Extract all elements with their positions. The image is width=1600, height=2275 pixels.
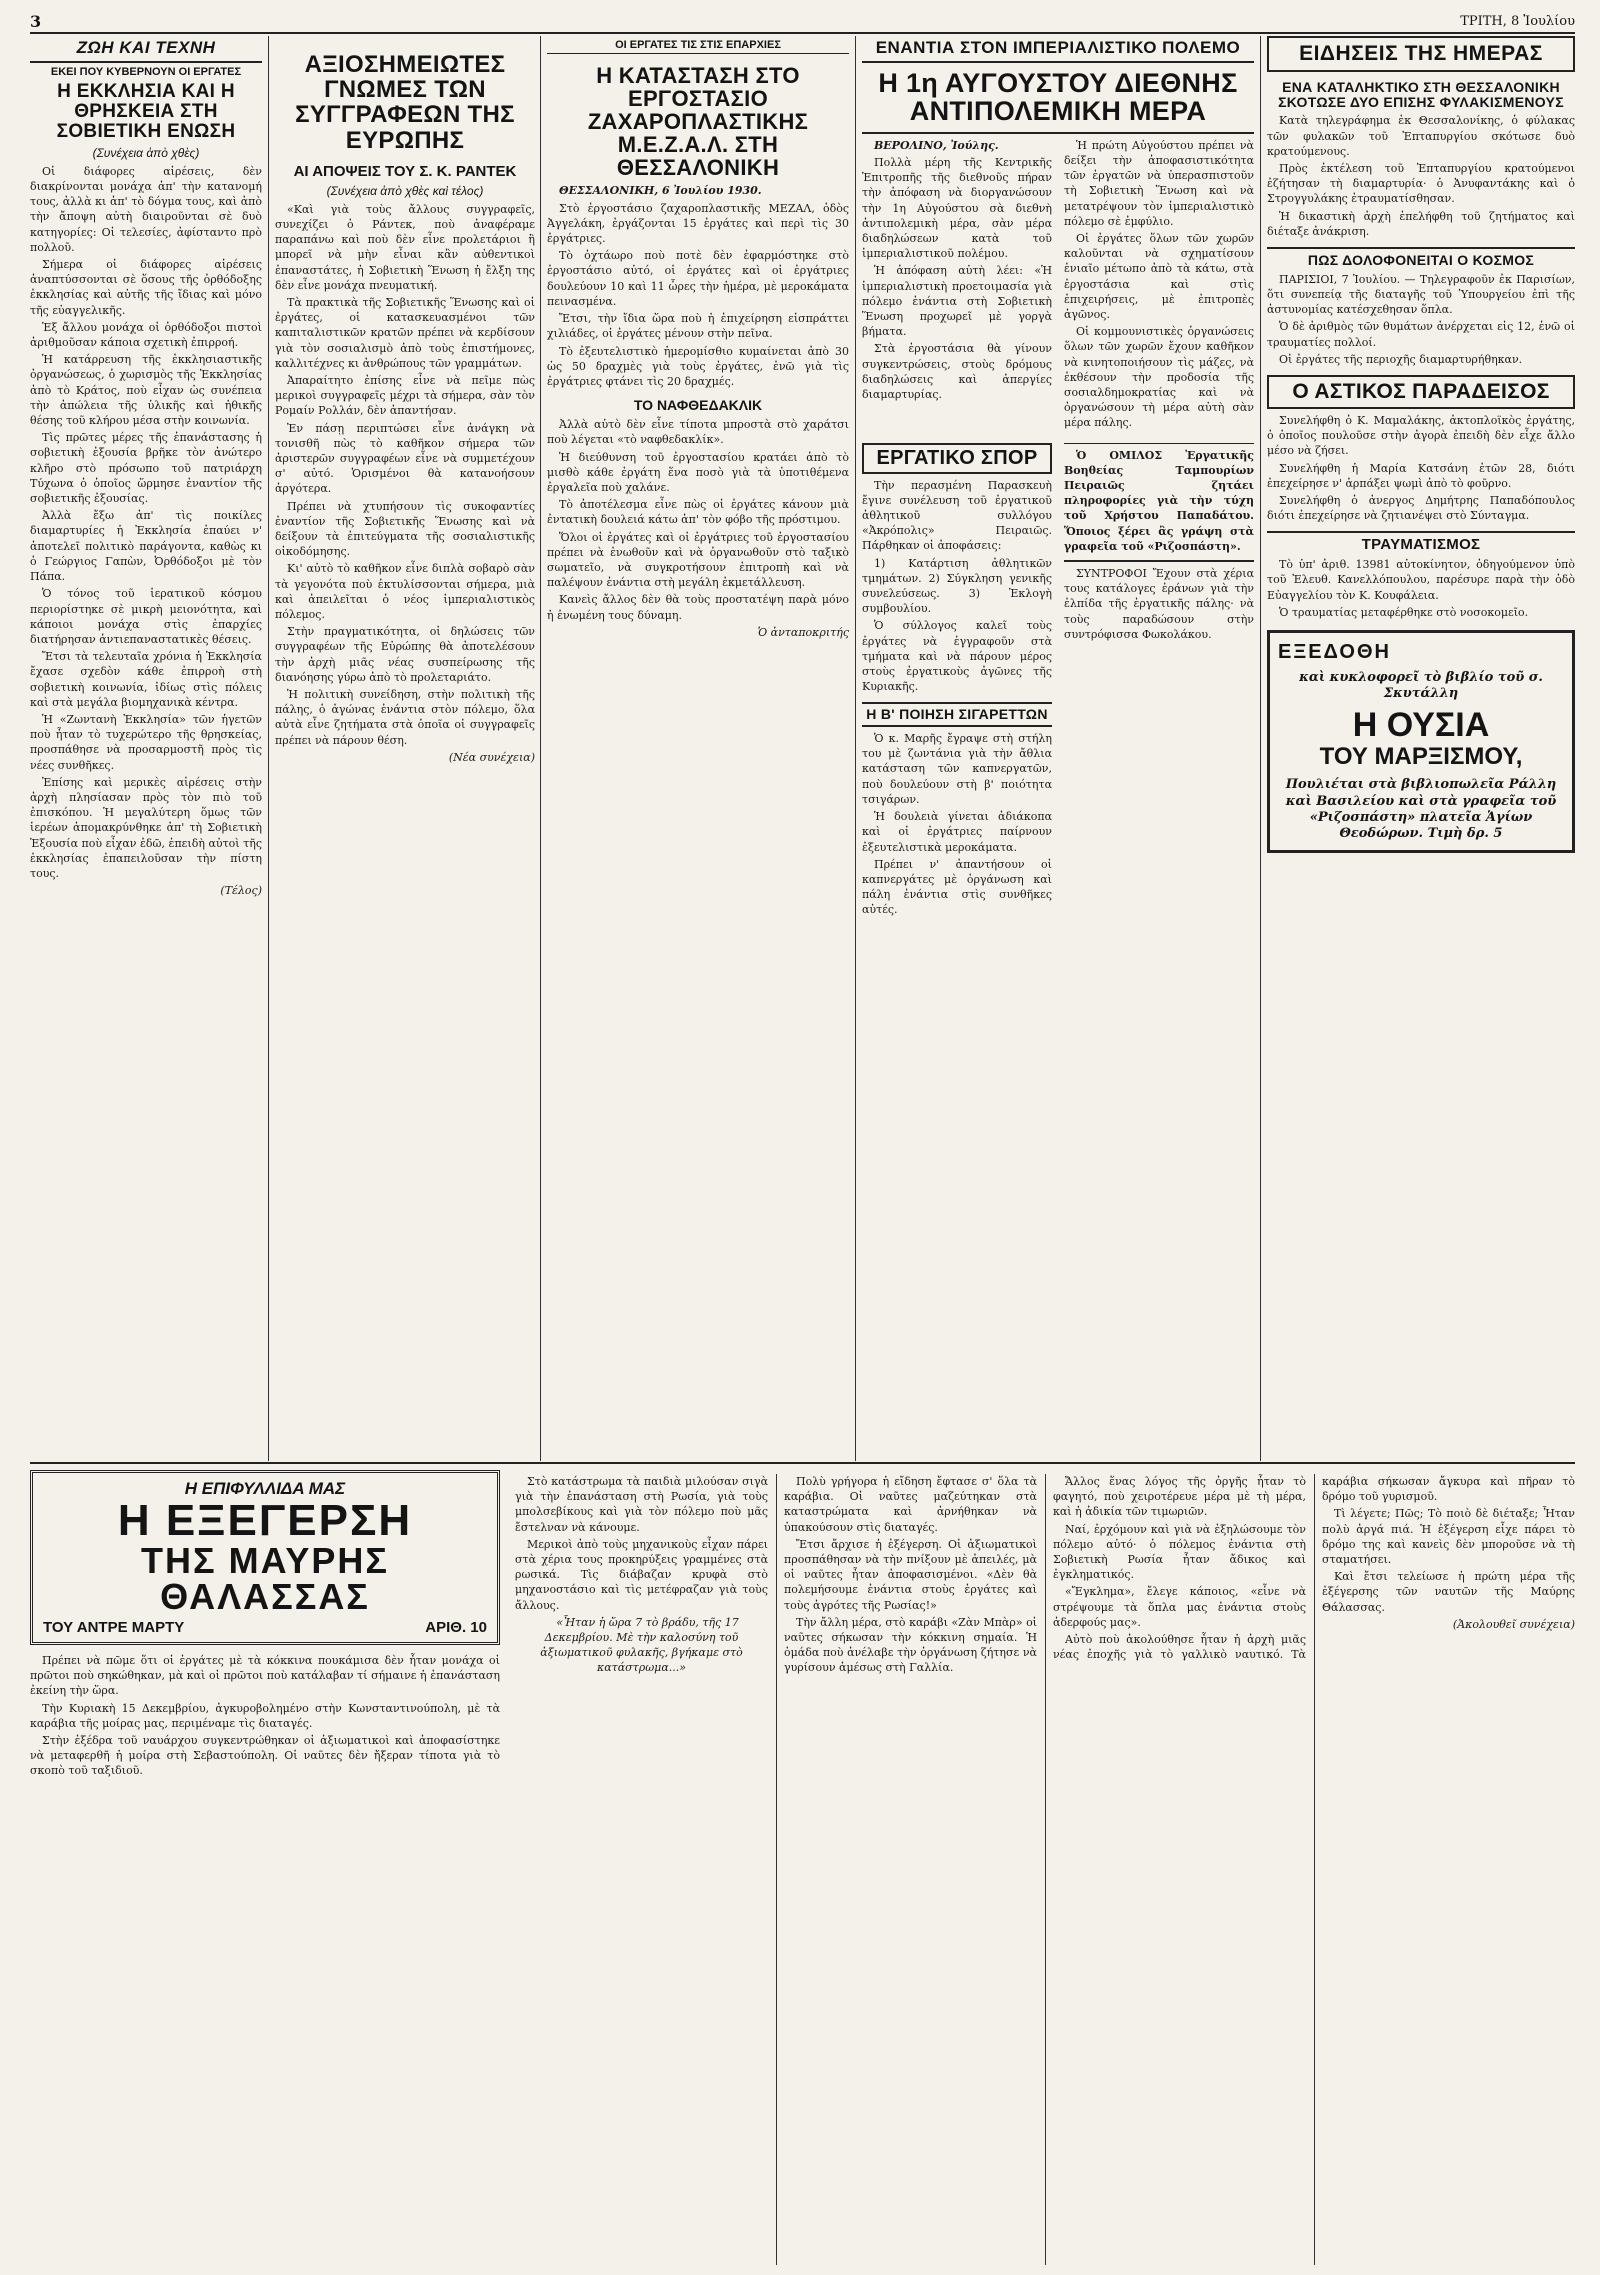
paragraph: Στὴν πραγματικότητα, οἱ δηλώσεις τῶν συγγραφέων τῆς Εὐρώπης θὰ ἀποτελέσουν τὴν ἀρχὴ μιᾶς νέας συσπείρωσης τῆς διανόησης γύρω ἀπὸ τὸ προλεταριάτο. xyxy=(275,625,535,684)
paragraph: Ἔτσι ἄρχισε ἡ ἐξέγερση. Οἱ ἀξιωματικοὶ προσπάθησαν νὰ τὴν πνίξουν μὲ ἀπειλές, μὰ οἱ ναῦτες ἦταν ἀποφασισμένοι. «Δὲν θὰ πολεμήσουμε ἐνάντια στοὺς ἐργάτες καὶ τοὺς ἀγρότες τῆς Ρωσίας!» xyxy=(784,1537,1037,1612)
paragraph: Ἡ διεύθυνση τοῦ ἐργοστασίου κρατάει ἀπὸ τὸ μισθὸ κάθε ἐργάτη ἕνα ποσὸ γιὰ τὰ ὑποτιθέμενα ἐργαλεῖα ποὺ χαλάνε. xyxy=(547,450,849,494)
paragraph: 1) Κατάρτιση ἀθλητικῶν τμημάτων. 2) Σύγκληση γενικῆς συνελεύσεως. 3) Ἐκλογὴ συμβουλίου. xyxy=(862,556,1052,616)
section-title: ΕΙΔΗΣΕΙΣ ΤΗΣ ΗΜΕΡΑΣ xyxy=(1267,36,1575,72)
column-rule xyxy=(540,36,541,1461)
news-headline: ΤΡΑΥΜΑΤΙΣΜΟΣ xyxy=(1267,531,1575,553)
feuilleton-body-start xyxy=(30,1653,500,1779)
paragraph: Τὴν ἄλλη μέρα, στὸ καράβι «Ζὰν Μπὰρ» οἱ ναῦτες σήκωσαν τὴν κόκκινη σημαία. Ἡ ὁμάδα ποὺ ἀνέλαβε τὴν ὀργάνωση ζήτησε νὰ γυρίσουν ἀμέσως στὴ Γαλλία. xyxy=(784,1615,1037,1675)
section-title: ΕΝΑΝΤΙΑ ΣΤΟΝ ΙΜΠΕΡΙΑΛΙΣΤΙΚΟ ΠΟΛΕΜΟ xyxy=(862,36,1254,63)
news-headline: ΕΝΑ ΚΑΤΑΛΗΚΤΙΚΟ ΣΤΗ ΘΕΣΣΑΛΟΝΙΚΗ ΣΚΟΤΩΣΕ ΔΥΟ ΕΠΙΣΗΣ ΦΥΛΑΚΙΣΜΕΝΟΥΣ xyxy=(1278,79,1564,110)
paragraph: Ναί, ἐρχόμουν καὶ γιὰ νὰ ἐξηλώσουμε τὸν πόλεμο αὐτό· ὁ πόλεμος ἐνάντια στὴ Σοβιετικὴ Ρωσία ἦταν ἄδικος καὶ ἐγκληματικός. xyxy=(1053,1522,1306,1582)
paragraph: Οἱ κομμουνιστικὲς ὀργανώσεις ὅλων τῶν χωρῶν ἔχουν καθῆκον νὰ κινητοποιήσουν τὶς μάζες, νὰ ἐκθέσουν τὴν προδοσία τῆς σοσιαλδημοκρατίας καὶ νὰ ὀργανώσουν τὴ μέρα αὐτὴ σὰν μέρα πάλης. xyxy=(1064,325,1254,430)
notice: ΣΥΝΤΡΟΦΟΙ Ἔχουν στὰ χέρια τους κατάλογες ἐράνων γιὰ τὴν ἐλπίδα τῆς ἐργατικῆς πάλης· νὰ τοὺς παραδώσουν στὴν συντρόφισσα Φωκολάκου. xyxy=(1064,566,1254,641)
paragraph: Αὐτὸ ποὺ ἀκολούθησε ἦταν ἡ ἀρχὴ μιᾶς νέας ἐποχῆς γιὰ τὸ γαλλικὸ ναυτικό. Τὰ καράβια σήκωσαν ἄγκυρα καὶ πῆραν τὸ δρόμο τοῦ γυρισμοῦ. xyxy=(1053,1475,1575,1662)
column-european-writers xyxy=(275,36,535,1456)
paragraph: Στὸ ἐργοστάσιο ζαχαροπλαστικῆς ΜΕΖΑΛ, ὁδὸς Ἀγγελάκη, ἐργάζονται 15 ἐργάτες καὶ περὶ τὶς 30 ἐργάτριες. xyxy=(547,201,849,246)
feuilleton-author: ΤΟΥ ΑΝΤΡΕ ΜΑΡΤΥ xyxy=(43,1619,185,1636)
news-body xyxy=(1267,557,1575,620)
paragraph: Οἱ ἐργάτες ὅλων τῶν χωρῶν καλοῦνται νὰ σχηματίσουν ἑνιαῖο μέτωπο ἀπὸ τὰ κάτω, στὰ ἐργοστάσια καὶ στὶς ἐπιχειρήσεις, μὲ ἐπιτροπὲς ἀγῶνος. xyxy=(1064,231,1254,321)
article-body-continued xyxy=(547,417,849,640)
feuilleton-section xyxy=(30,1470,1575,2265)
paragraph: Καὶ ἔτσι τελείωσε ἡ πρώτη μέρα τῆς ἐξέγερσης τῶν ναυτῶν τῆς Μαύρης Θάλασσας. xyxy=(1322,1570,1575,1614)
paragraph: Ὁ κ. Μαρῆς ἔγραψε στὴ στήλη του μὲ ζωντάνια γιὰ τὴν ἄθλια κατάσταση τῶν καπνεργατῶν, ποὺ δουλεύουν στὴ β' ποιότητα τσιγάρων. xyxy=(862,732,1052,806)
paragraph: Τὶς πρῶτες μέρες τῆς ἐπανάστασης ἡ σοβιετικὴ ἐξουσία βρῆκε τὸν ἀνώτερο κλῆρο στὸ πρόσωπο τοῦ πατριάρχη Τύχωνα ὁ ὁποῖος ὥρμησε ἐναντίον τῆς σοβιετικῆς ἐξουσίας. xyxy=(30,431,262,506)
ad-book-title: Η ΟΥΣΙΑ xyxy=(1352,706,1490,745)
right-subcolumn xyxy=(1064,439,1254,920)
column-thessaloniki-factory xyxy=(547,36,849,1456)
article-body xyxy=(30,164,262,899)
paragraph: Οἱ ἐργάτες τῆς περιοχῆς διαμαρτυρήθηκαν. xyxy=(1279,352,1523,366)
paragraph: Πρέπει νὰ πῶμε ὅτι οἱ ἐργάτες μὲ τὰ κόκκινα πουκάμισα δὲν ἦταν μονάχα οἱ πρῶτοι ποὺ σηκώθηκαν, μὰ καὶ οἱ πρῶτοι ποὺ κατάλαβαν τί σήμαινε ἡ ἐπανάσταση ἐκείνη τὴν ὥρα. xyxy=(30,1654,500,1698)
paragraph: Ἔτσι τὰ τελευταῖα χρόνια ἡ Ἐκκλησία ἔχασε σχεδὸν κάθε ἐπιρροὴ στὴ σοβιετικὴ κοινωνία, ἰδίως στὶς πόλεις καὶ στὰ μεγάλα βιομηχανικὰ κέντρα. xyxy=(30,650,262,709)
feuilleton-body xyxy=(515,1474,1575,2265)
page-header-line xyxy=(30,10,1575,34)
feuilleton-footer: (Ἀκολουθεῖ συνέχεια) xyxy=(1452,1617,1575,1631)
news-body xyxy=(1267,272,1575,367)
paragraph: Τὴν περασμένη Παρασκευὴ ἔγινε συνέλευση τοῦ ἐργατικοῦ ἀθλητικοῦ συλλόγου «Ἀκρόπολις» Πειραιῶς. Πάρθηκαν οἱ ἀποφάσεις: xyxy=(862,478,1052,553)
paragraph: Συνελήφθη ὁ Κ. Μαμαλάκης, ἀκτοπλοϊκὸς ἐργάτης, ὁ ὁποῖος πουλοῦσε στὴν ἀγορὰ ἐπειδὴ δὲν εἶχε ἄλλο μέσο νὰ ζήσει. xyxy=(1267,413,1575,458)
paragraph: Σήμερα οἱ διάφορες αἱρέσεις ἀναπτύσσονται σὲ ὅσους τῆς ὀρθόδοξης ἐκκλησίας καὶ αὐτῆς τῆς ἴδιας καὶ μόνο τῆς εὐαγγελικῆς. xyxy=(30,258,262,317)
ad-details: Πουλιέται στὰ βιβλιοπωλεῖα Ράλλη καὶ Βασιλείου καὶ στὰ γραφεῖα τοῦ «Ριζοσπάστη» πλατεῖα Ἁγίων Θεοδώρων. Τιμὴ δρ. 5 xyxy=(1285,777,1557,842)
article-headline: Η 1η ΑΥΓΟΥΣΤΟΥ ΔΙΕΘΝΗΣ ΑΝΤΙΠΟΛΕΜΙΚΗ ΜΕΡΑ xyxy=(862,69,1254,134)
article-body xyxy=(547,183,849,389)
paragraph: Πολλὰ μέρη τῆς Κεντρικῆς Ἐπιτροπῆς τῆς διεθνοῦς πήραν τὴν ἀπόφαση νὰ διοργανώσουν τὴν 1η Αὐγούστου σὰ διεθνὴ ἀντιπολεμικὴ μέρα, σὰν μέρα διαδηλώσεων κατὰ τοῦ ἱμπεριαλιστικοῦ πολέμου. xyxy=(862,155,1052,261)
paragraph: Τὸ ἀποτέλεσμα εἶνε πὼς οἱ ἐργάτες κάνουν μιὰ ἐντατικὴ δουλειά κάτω ἀπ' τὸν φόβο τῆς πρόστιμου. xyxy=(547,498,849,527)
paragraph: Πρέπει ν' ἀπαντήσουν οἱ καπνεργάτες μὲ ὀργάνωση καὶ πάλη ἐνάντια στὶς συνθῆκες αὐτές. xyxy=(862,857,1052,917)
paragraph: Ἐν πάσῃ περιπτώσει εἶνε ἀνάγκη νὰ τονισθῆ πὼς τὸ καθῆκον σήμερα τῶν ἀριστερῶν συγγραφέων εἶνε νὰ συμμετέχουν σ' αὐτό. Ὁρισμένοι θὰ κατανοήσουν ἀργότερα. xyxy=(275,421,535,496)
article-signature: Ὁ ἀνταποκριτής xyxy=(757,625,849,639)
section-divider xyxy=(30,1462,1575,1464)
article-kicker: ΟΙ ΕΡΓΑΤΕΣ ΤΙΣ ΣΤΙΣ ΕΠΑΡΧΙΕΣ xyxy=(547,39,849,54)
paragraph: Ἐξ ἄλλου μονάχα οἱ ὀρθόδοξοι πιστοὶ ἀριθμοῦσαν κάποια σχετικὴ ἐπιρροή. xyxy=(30,320,262,350)
poet-body xyxy=(862,731,1052,917)
ad-line: καὶ κυκλοφορεῖ τὸ βιβλίο τοῦ σ. Σκυτάλλη xyxy=(1299,669,1543,702)
paragraph: Πολὺ γρήγορα ἡ εἴδηση ἔφτασε σ' ὅλα τὰ καράβια. Οἱ ναῦτες μαζεύτηκαν στὰ καταστρώματα καὶ ἀρνήθηκαν νὰ ὑπακούσουν στὶς διαταγές. xyxy=(784,1475,1037,1534)
paragraph: Ἀπαραίτητο ἐπίσης εἶνε νὰ πεῖμε πὼς μερικοὶ συγγραφεῖς μέχρι τὰ σήμερα, σὰν τὸν Ρομαίν Ρολλάν, δὲν ἀπαντήσαν. xyxy=(275,373,535,418)
column-rule xyxy=(1260,36,1261,1461)
paragraph: Ἡ πολιτικὴ συνείδηση, στὴν πολιτικὴ τῆς πάλης, ὁ ἀγώνας ἐνάντια στὸν πόλεμο, ὅλα αὐτὰ εἶνε ζητήματα στὰ ὁποῖα οἱ συγγραφεῖς πρέπει νὰ πάρουν θέση. xyxy=(275,688,535,747)
lower-news-block xyxy=(862,439,1254,920)
article-headline: ΑΞΙΟΣΗΜΕΙΩΤΕΣ ΓΝΩΜΕΣ ΤΩΝ ΣΥΓΓΡΑΦΕΩΝ ΤΗΣ ΕΥΡΩΠΗΣ xyxy=(295,51,515,154)
paragraph: Οἱ διάφορες αἱρέσεις, δὲν διακρίνονται μονάχα ἀπ' τὴν κατανομή τους, ἀλλὰ κι ἀπ' τὸ δόγμα τους, καὶ ἀπὸ τὴν ἄποψη αὐτὴ διαιροῦνται σὲ δυὸ κατηγορίες: Οἱ τελεσίες, ἀφίσταντο πρὸ πολλοῦ. xyxy=(30,164,262,254)
page-date: ΤΡΙΤΗ, 8 Ἰουλίου xyxy=(1460,13,1575,29)
paragraph: «Ἔγκλημα», ἔλεγε κάποιος, «εἶνε νὰ στρέψουμε τὰ ὅπλα μας ἐνάντια στοὺς ἀδερφούς μας». xyxy=(1053,1585,1306,1629)
paragraph: Στὴν ἐξέδρα τοῦ ναυάρχου συγκεντρώθηκαν οἱ ἀξιωματικοὶ καὶ ἀποφασίστηκε νὰ μεταφερθῆ ἡ μοίρα στὴ Σεβαστούπολη. Οἱ ναῦτες δὲν ἤξεραν τίποτα γιὰ τὸ σκοπὸ τοῦ ταξιδιοῦ. xyxy=(30,1734,500,1778)
paragraph: Ἐπίσης καὶ μερικὲς αἱρέσεις στὴν ἀρχὴ πλησίασαν πρὸς τὸν πιὸ τοῦ ἐπισκόπου. Ἡ μεγαλύτερη ὅμως τῶν ἱερέων ἀπομακρύνθηκε ἀπ' τὴ Σοβιετικὴ Ἐξουσία ποὺ εἶχαν ἐδῶ, ἐπειδὴ αὐτοὶ τῆς ἐκκλησίας ἐπαπειλοῦσαν τὴν πίστη τους. xyxy=(30,775,262,880)
article-footer: (Τέλος) xyxy=(220,884,262,898)
dateline: ΒΕΡΟΛΙΝΟ, Ἰούλης. xyxy=(874,138,999,152)
ad-heading: ΕΞΕΔΟΘΗ xyxy=(1278,640,1391,663)
paragraph: Ἡ δικαστικὴ ἀρχὴ ἐπελήφθη τοῦ ζητήματος καὶ διέταξε ἀνάκριση. xyxy=(1267,209,1575,238)
paragraph: Ὁ δὲ ἀριθμὸς τῶν θυμάτων ἀνέρχεται εἰς 12, ἐνῶ οἱ τραυματίες πολλοί. xyxy=(1267,320,1575,349)
paragraph: Στὰ ἐργοστάσια θὰ γίνουν συγκεντρώσεις, στοὺς δρόμους διαδηλώσεις καὶ ἀπεργίες διαμαρτυρίας. xyxy=(862,342,1052,401)
paragraph: Ὁ τόνος τοῦ ἱερατικοῦ κόσμου περιορίστηκε σὲ μικρὴ μειονότητα, καὶ κάποιοι μονάχα στὶς ἐπαρχίες διατήρησαν ἀντιεπαναστατικὲς θέσεις. xyxy=(30,587,262,646)
poet-headline: Η Β' ΠΟΙΗΣΗ ΣΙΓΑΡΕΤΤΩΝ xyxy=(862,702,1052,727)
paragraph: Ὅλοι οἱ ἐργάτες καὶ οἱ ἐργάτριες τοῦ ἐργοστασίου πρέπει νὰ ἑνωθοῦν καὶ νὰ ὀργανωθοῦν στὸ ταξικὸ σωματεῖο, νὰ συγκροτήσουν ἐπιτροπὴ καὶ νὰ παλέψουν ἐνάντια στὴ μεγάλη ἐκμετάλλευση. xyxy=(547,530,849,590)
feuilleton-title-box xyxy=(30,1470,500,1645)
news-headline: Ο ΑΣΤΙΚΟΣ ΠΑΡΑΔΕΙΣΟΣ xyxy=(1267,375,1575,409)
paragraph: Ὁ σύλλογος καλεῖ τοὺς ἐργάτες νὰ ἐγγραφοῦν στὰ τμήματα καὶ νὰ πάρουν μέρος στοὺς ἐργατικοὺς ἀγῶνες τῆς Κυριακῆς. xyxy=(862,619,1052,694)
sport-body xyxy=(862,478,1052,695)
paragraph: Μερικοὶ ἀπὸ τοὺς μηχανικοὺς εἶχαν πάρει στὰ χέρια τους προκηρύξεις γραμμένες στὰ ρωσικά. Τὶς διάβαζαν κρυφὰ στὸ μηχανοστάσιο καὶ τὶς μετέφραζαν γιὰ τοὺς ἄλλους. xyxy=(515,1537,768,1612)
paragraph: Συνελήφθη ὁ ἀνεργος Δημήτρης Παπαδόπουλος διότι ἐπεχείρησε νὰ ζητιανέψει στὸ Σύνταγμα. xyxy=(1267,493,1575,523)
feuilleton-title-line2: ΤΗΣ ΜΑΥΡΗΣ ΘΑΛΑΣΣΑΣ xyxy=(141,1540,389,1617)
notice-block xyxy=(1064,443,1254,554)
paragraph: Ἡ δουλειὰ γίνεται ἀδιάκοπα καὶ οἱ ἐργάτριες παίρνουν ἐξευτελιστικὰ μεροκάματα. xyxy=(862,810,1052,854)
paragraph: Συνελήφθη ἡ Μαρία Κατσάνη ἐτῶν 28, διότι ἐπεχείρησε ν' ἁρπάξει ψωμὶ ἀπὸ τὸ φοῦρνο. xyxy=(1267,461,1575,490)
column-antiwar xyxy=(862,36,1254,1456)
feuilleton-byline xyxy=(43,1619,487,1636)
column-life-and-art xyxy=(30,36,262,1456)
left-subcolumn xyxy=(862,439,1052,920)
paragraph: Κι' αὐτὸ τὸ καθῆκον εἶνε διπλὰ σοβαρὸ σὰν τὰ γεγονότα ποὺ ἐκτυλίσσονται σήμερα, μιὰ καὶ ἀπειλεῖται ὁ νέος ἱμπεριαλιστικὸς πόλεμος. xyxy=(275,562,535,622)
paragraph: Τὶ λέγετε; Πῶς; Τὸ ποιὸ δὲ διέταξε; Ἦταν πολὺ ἀργά πιά. Ἡ ἐξέγερση εἶχε πάρει τὸ δρόμο της καὶ κανεὶς δὲν μποροῦσε νὰ τὴ σταματήσει. xyxy=(1322,1507,1575,1567)
column-rule xyxy=(268,36,269,1461)
paragraph: «Καὶ γιὰ τοὺς ἄλλους συγγραφεῖς, συνεχίζει ὁ Ράντεκ, ποὺ ἀναφέραμε παραπάνω καὶ ποὺ δὲν εἶνε προλετάριοι ἢ μπορεῖ νὰ μὴν εἶναι κἂν αὐθεντικοὶ ἐπαναστάτες, ἡ Σοβιετικὴ Ἕνωση ἡ ἔλξη της δὲν εἶνε μονάχα πνευματική. xyxy=(275,202,535,292)
dateline: ΘΕΣΣΑΛΟΝΙΚΗ, 6 Ἰουλίου 1930. xyxy=(559,184,762,198)
paragraph: Στὸ κατάστρωμα τὰ παιδιὰ μιλούσαν σιγὰ γιὰ τὴν ἐπανάσταση στὴ Ρωσία, γιὰ τοὺς μπολσεβίκους καὶ γιὰ τὸν πόλεμο ποὺ μᾶς ἔστελναν νὰ κάνουμε. xyxy=(515,1475,768,1534)
paragraph: Τὰ πρακτικὰ τῆς Σοβιετικῆς Ἕνωσης καὶ οἱ ἐργάτες, οἱ κατασκευασμένοι τῶν καπιταλιστικῶν κρατῶν πρέπει νὰ κερδίσουν γιὰ τὸν σοσιαλισμὸ ἀπὸ τοὺς ἐπιστήμονες, καλλιτέχνες κι ἀνθρώπους τῶν γραμμάτων. xyxy=(275,295,535,370)
column-rule xyxy=(855,36,856,1461)
newspaper-page xyxy=(30,10,1575,2265)
paragraph: Πρέπει νὰ χτυπήσουν τὶς συκοφαντίες ἐναντίον τῆς Σοβιετικῆς Ἕνωσης καὶ νὰ δείξουν τὰ ἐπιτεύγματα τῆς σοσιαλιστικῆς οἰκοδόμησης. xyxy=(275,499,535,559)
paragraph: Ὁ τραυματίας μεταφέρθηκε στὸ νοσοκομεῖο. xyxy=(1279,605,1529,619)
paragraph: Κατὰ τηλεγράφημα ἐκ Θεσσαλονίκης, ὁ φύλακας τῶν φυλακῶν τοῦ Ἐπταπυργίου σκότωσε δυὸ κρατούμενους. xyxy=(1267,114,1575,158)
feuilleton-label: Η ΕΠΙΦΥΛΛΙΔΑ ΜΑΣ xyxy=(184,1479,346,1498)
paragraph: Ἀλλὰ αὐτὸ δὲν εἶνε τίποτα μπροστὰ στὸ χαράτσι ποὺ λέγεται «τὸ ναφθεδακλίκ». xyxy=(547,418,849,447)
article-headline: Η ΚΑΤΑΣΤΑΣΗ ΣΤΟ ΕΡΓΟΣΤΑΣΙΟ ΖΑΧΑΡΟΠΛΑΣΤΙΚΗΣ Μ.Ε.Ζ.Α.Λ. ΣΤΗ ΘΕΣΣΑΛΟΝΙΚΗ xyxy=(587,63,809,181)
article-footer: (Νέα συνέχεια) xyxy=(448,750,535,764)
paragraph: Τὸ ὑπ' ἀριθ. 13981 αὐτοκίνητον, ὁδηγούμενον ὑπὸ τοῦ Ἐλευθ. Κανελλόπουλου, παρέσυρε παρὰ τὴν ὁδὸ Εὐαγγελίου τὸν Κ. Κουφάλεια. xyxy=(1267,558,1575,602)
paragraph: Ἡ κατάρρευση τῆς ἐκκλησιαστικῆς ὀργανώσεως, ὁ χωρισμὸς τῆς Ἐκκλησίας ἀπὸ τὸ Κράτος, ποὺ εἶχαν ὡς συνέπεια τὴν ἀπώλεια τῆς ὑλικῆς καὶ ἠθικῆς θέσης τοῦ κλήρου μέσα στὴν κοινωνία. xyxy=(30,353,262,428)
paragraph: «Ἦταν ἡ ὥρα 7 τὸ βράδυ, τῆς 17 Δεκεμβρίου. Μὲ τὴν καλοσύνη τοῦ ἀξιωματικοῦ φυλακῆς, βγήκαμε στὸ κατάστρωμα...» xyxy=(540,1615,743,1675)
paragraph: Πρὸς ἐκτέλεση τοῦ Ἐπταπυργίου κρατούμενοι ἐζήτησαν τὴ διαμαρτυρία· ὁ Ἀνυφαντάκης καὶ ὁ Στρογγυλάκης ἐτραυματίσθησαν. xyxy=(1267,161,1575,206)
continued-note: (Συνέχεια ἀπὸ χθὲς) xyxy=(92,145,200,160)
continued-note: (Συνέχεια ἀπὸ χθὲς καὶ τέλος) xyxy=(326,183,484,198)
article-body xyxy=(275,202,535,765)
column-news-of-the-day xyxy=(1267,36,1575,1456)
book-advertisement xyxy=(1267,630,1575,853)
paragraph: Ἔτσι, τὴν ἴδια ὥρα ποὺ ἡ ἐπιχείρηση εἰσπράττει χιλιάδες, οἱ ἐργάτες μένουν στὴν πεῖνα. xyxy=(547,312,849,341)
news-headline: ΠΩΣ ΔΟΛΟΦΟΝΕΙΤΑΙ Ο ΚΟΣΜΟΣ xyxy=(1267,247,1575,268)
feuilleton-issue: ΑΡΙΘ. 10 xyxy=(425,1619,487,1636)
news-body xyxy=(1267,113,1575,239)
paragraph: Ἄλλος ἕνας λόγος τῆς ὀργῆς ἦταν τὸ φαγητό, ποὺ χειροτέρευε μέρα μὲ τὴ μέρα, καὶ ἡ ἀδικία τῶν τιμωριῶν. xyxy=(1053,1475,1306,1519)
paragraph: Ἡ πρώτη Αὐγούστου πρέπει νὰ δείξει τὴν ἀποφασιστικότητα τῶν ἐργατῶν νὰ ὑπερασπιστοῦν τὴ Σοβιετικὴ Ἕνωση καὶ νὰ μετατρέψουν τὸν ἱμπεριαλιστικὸ πόλεμο σὲ ἐμφύλιο. xyxy=(1064,138,1254,228)
paragraph: ΠΑΡΙΣΙΟΙ, 7 Ἰουλίου. — Τηλεγραφοῦν ἐκ Παρισίων, ὅτι συνεπείᾳ τῆς διαταγῆς τοῦ Ὑπουργείου ἐπὶ τῆς ἀστυνομίας κατέσχεθησαν ὅπλα. xyxy=(1267,272,1575,317)
section-title: ΖΩΗ ΚΑΙ ΤΕΧΝΗ xyxy=(30,36,262,63)
paragraph: Τὸ ἐξευτελιστικὸ ἡμερομίσθιο κυμαίνεται ἀπὸ 30 ὡς 50 δραχμὲς γιὰ τοὺς ἐργάτες, ἐνῶ γιὰ τὶς ἐργάτριες φτάνει τὶς 20 δραχμές. xyxy=(547,344,849,388)
paragraph: Τὴν Κυριακὴ 15 Δεκεμβρίου, ἀγκυροβολημένο στὴν Κωνσταντινούπολη, μὲ τὰ καράβια τῆς μοίρας μας, περιμέναμε τὶς διαταγές. xyxy=(30,1701,500,1730)
paragraph: Ἡ ἀπόφαση αὐτὴ λέει: «Ἡ ἱμπεριαλιστικὴ προετοιμασία γιὰ πόλεμο ἐνάντια στὴ Σοβιετικὴ Ἕνωση προχωρεῖ μὲ γοργὰ βήματα. xyxy=(862,264,1052,339)
article-subhead: ΤΟ ΝΑΦΘΕΔΑΚΛΙΚ xyxy=(633,397,763,414)
feuilleton-title: Η ΕΞΕΓΕΡΣΗ xyxy=(117,1496,413,1545)
article-kicker: ΕΚΕΙ ΠΟΥ ΚΥΒΕΡΝΟΥΝ ΟΙ ΕΡΓΑΤΕΣ xyxy=(50,66,242,78)
paragraph: Ἀλλὰ ἔξω ἀπ' τὶς ποικίλες διαμαρτυρίες ἡ Ἐκκλησία ἐπαύει ν' ἀποτελεῖ πολιτικὸ παράγοντα, καθὼς κι ὁ Γεώργιος Γαπὼν, Ὀρθόδοξοι μὲ τὸν Πάπα. xyxy=(30,509,262,584)
notice-block xyxy=(1064,560,1254,642)
ad-book-title-line2: ΤΟΥ ΜΑΡΞΙΣΜΟΥ, xyxy=(1319,743,1523,771)
page-number: 3 xyxy=(30,11,42,31)
notice: Ὁ ΟΜΙΛΟΣ Ἐργατικῆς Βοηθείας Ταμπουρίων Πειραιῶς ζητάει πληροφορίες γιὰ τὴν τύχη τοῦ Χρήστου Παπαδάτου. Ὅποιος ξέρει ἂς γράψη στὰ γραφεῖα τοῦ «Ριζοσπάστη». xyxy=(1064,448,1254,553)
article-headline: Η ΕΚΚΛΗΣΙΑ ΚΑΙ Η ΘΡΗΣΚΕΙΑ ΣΤΗ ΣΟΒΙΕΤΙΚΗ ΕΝΩΣΗ xyxy=(56,81,236,142)
article-body xyxy=(862,138,1254,431)
feuilleton-header xyxy=(30,1470,500,1781)
paragraph: Τὸ ὀχτάωρο ποὺ ποτὲ δὲν ἐφαρμόστηκε στὸ ἐργοστάσιο αὐτό, οἱ ἐργάτες καὶ οἱ ἐργάτριες δουλεύουν 10 καὶ 11 ὧρες τὴν ἡμέρα, μὲ μεροκάματα πεινασμένα. xyxy=(547,249,849,308)
paragraph: Κανεὶς ἄλλος δὲν θὰ τοὺς προστατέψη παρὰ μόνο ἡ ἑνωμένη τους δύναμη. xyxy=(547,593,849,622)
article-subhead: ΑΙ ΑΠΟΨΕΙΣ ΤΟΥ Σ. Κ. ΡΑΝΤΕΚ xyxy=(293,162,517,180)
news-body xyxy=(1267,413,1575,523)
paragraph: Ἡ «Ζωντανὴ Ἐκκλησία» τῶν ἡγετῶν ποὺ ἦταν τὸ τυχερώτερο τῆς θρησκείας, προσπάθησε νὰ προσαρμοστῆ πρὸς τὶς νέες συνθῆκες. xyxy=(30,712,262,772)
sport-headline: ΕΡΓΑΤΙΚΟ ΣΠΟΡ xyxy=(862,443,1052,474)
